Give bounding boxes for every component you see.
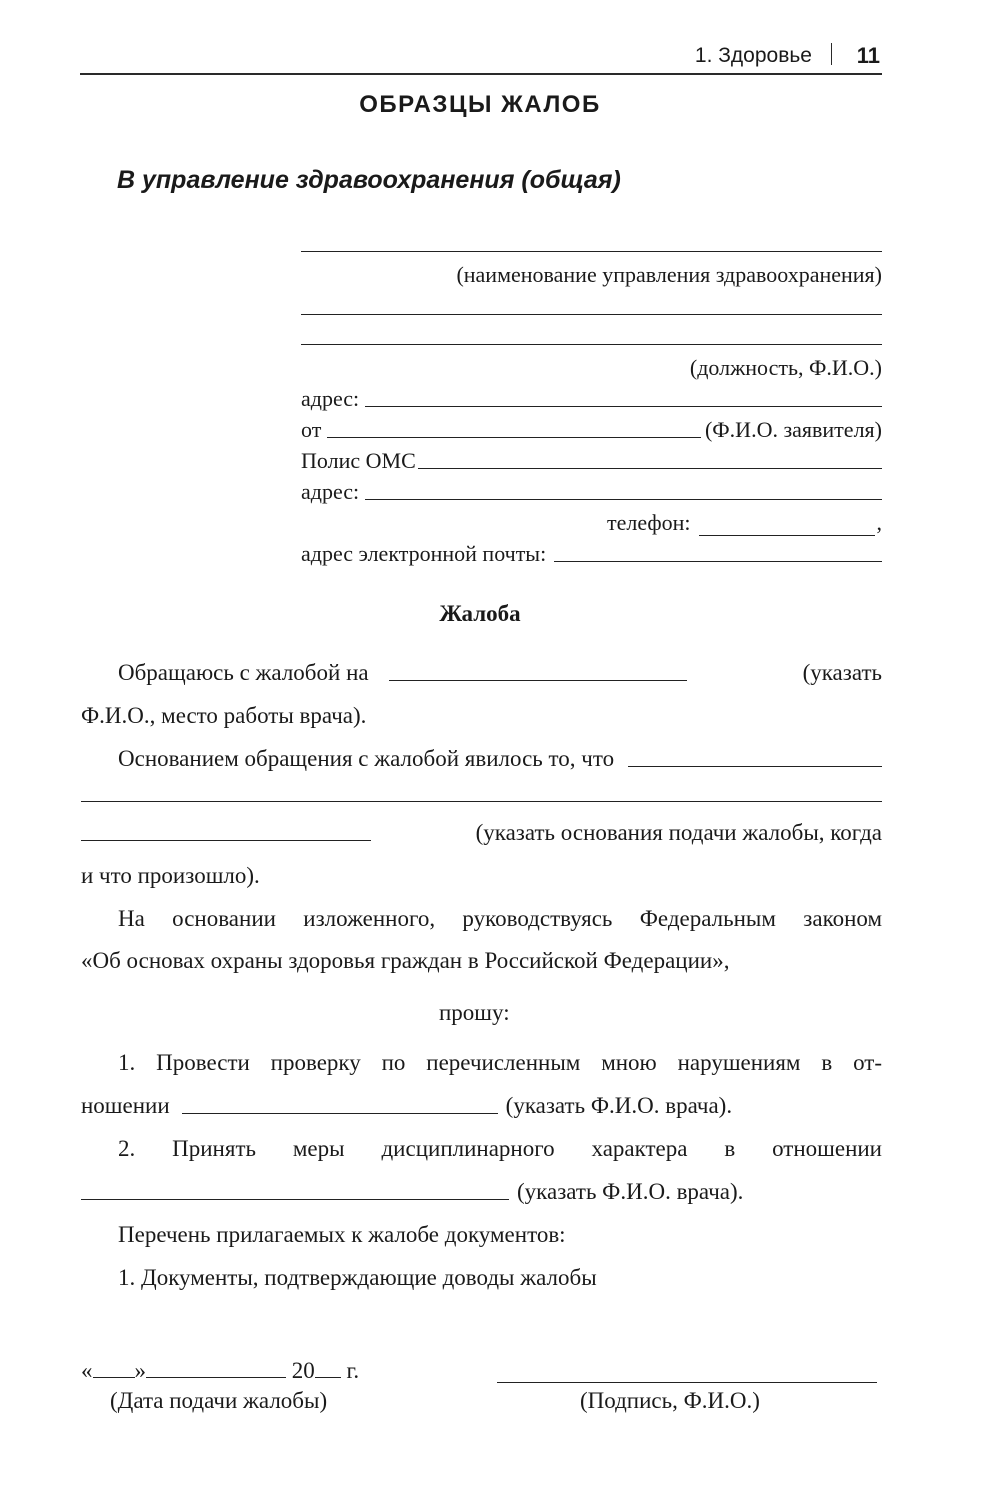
attachment-item-1: 1. Документы, подтверждающие доводы жалобы xyxy=(118,1265,597,1290)
date-caption: (Дата подачи жалобы) xyxy=(110,1388,328,1413)
item2-hint: (указать Ф.И.О. врача). xyxy=(517,1179,744,1204)
paragraph-1-line-2: Ф.И.О., место работы врача). xyxy=(81,703,367,728)
reason-blank-1 xyxy=(628,766,882,767)
item-2-line-1: 2. Принять меры дисциплинарного характера в отношении xyxy=(118,1136,882,1161)
p2-start: Основанием обращения с жалобой явилось то, что xyxy=(118,746,615,771)
reason-blank-3 xyxy=(81,840,371,841)
policy-row xyxy=(301,448,882,474)
p3-hint: (указать основания подачи жалобы, когда xyxy=(475,820,882,845)
paragraph-3-line-1 xyxy=(81,820,882,846)
page-number: 11 xyxy=(856,43,880,68)
paragraph-4-line-2: «Об основах охраны здоровья граждан в Российской Федерации», xyxy=(81,948,730,973)
address2-label: адрес: xyxy=(301,479,360,504)
doctor-blank xyxy=(389,680,687,681)
paragraph-3-line-2: и что произошло). xyxy=(81,863,260,888)
address2-row xyxy=(301,479,882,505)
blank-line-position-1 xyxy=(301,314,882,315)
applicant-caption: (Ф.И.О. заявителя) xyxy=(704,417,882,442)
caption-organization: (наименование управления здравоохранения) xyxy=(456,262,882,287)
address-blank xyxy=(365,406,882,407)
phone-row xyxy=(301,510,882,536)
item-1-line-2 xyxy=(81,1093,882,1119)
date-quote-open: « xyxy=(81,1358,93,1383)
email-row xyxy=(301,541,882,567)
form-subtitle: В управление здравоохранения (общая) xyxy=(117,166,621,194)
address2-blank xyxy=(365,499,882,500)
phone-label: телефон: xyxy=(606,510,691,535)
from-label: от xyxy=(301,417,322,442)
year-suffix: г. xyxy=(346,1358,360,1383)
email-label: адрес электронной почты: xyxy=(301,541,547,566)
running-header xyxy=(80,40,882,75)
attachments-title: Перечень прилагаемых к жалобе документов: xyxy=(118,1222,566,1247)
date-line xyxy=(81,1358,359,1384)
day-blank xyxy=(93,1377,135,1378)
item-1-line-1: 1. Провести проверку по перечисленным мною нарушениям в от- xyxy=(118,1050,882,1075)
month-blank xyxy=(146,1377,286,1378)
year-blank xyxy=(315,1377,341,1378)
item-2-line-2 xyxy=(81,1179,882,1205)
paragraph-1-line-1 xyxy=(81,660,882,686)
signature-blank xyxy=(497,1382,877,1383)
phone-end: , xyxy=(876,510,882,535)
item1-hint: (указать Ф.И.О. врача). xyxy=(505,1093,733,1118)
item1-blank xyxy=(182,1113,498,1114)
page-title: ОБРАЗЦЫ ЖАЛОБ xyxy=(359,91,601,118)
phone-blank xyxy=(699,535,875,536)
year-prefix: 20 xyxy=(291,1358,315,1383)
item2-blank xyxy=(81,1199,509,1200)
signature-caption: (Подпись, Ф.И.О.) xyxy=(580,1388,760,1413)
email-blank xyxy=(554,561,882,562)
blank-line-position-2 xyxy=(301,344,882,345)
applicant-row xyxy=(301,417,882,443)
p1-hint: (указать xyxy=(802,660,882,685)
paragraph-2-line-1 xyxy=(81,746,882,772)
address-label: адрес: xyxy=(301,386,360,411)
reason-blank-2 xyxy=(81,801,882,802)
section-title: 1. Здоровье xyxy=(694,44,812,67)
request-word: прошу: xyxy=(439,1000,510,1025)
header-separator xyxy=(831,43,833,65)
complaint-heading: Жалоба xyxy=(439,601,521,626)
applicant-blank xyxy=(327,437,701,438)
p1-start: Обращаюсь с жалобой на xyxy=(118,660,369,685)
paragraph-4-line-1: На основании изложенного, руководствуясь Федеральным законом xyxy=(118,906,882,931)
blank-line-organization xyxy=(301,251,882,252)
address-row xyxy=(301,386,882,412)
policy-label: Полис ОМС xyxy=(301,448,416,473)
caption-position-name: (должность, Ф.И.О.) xyxy=(689,355,882,380)
policy-blank xyxy=(418,468,882,469)
item1-start: ношении xyxy=(81,1093,170,1118)
date-quote-close: » xyxy=(134,1358,146,1383)
